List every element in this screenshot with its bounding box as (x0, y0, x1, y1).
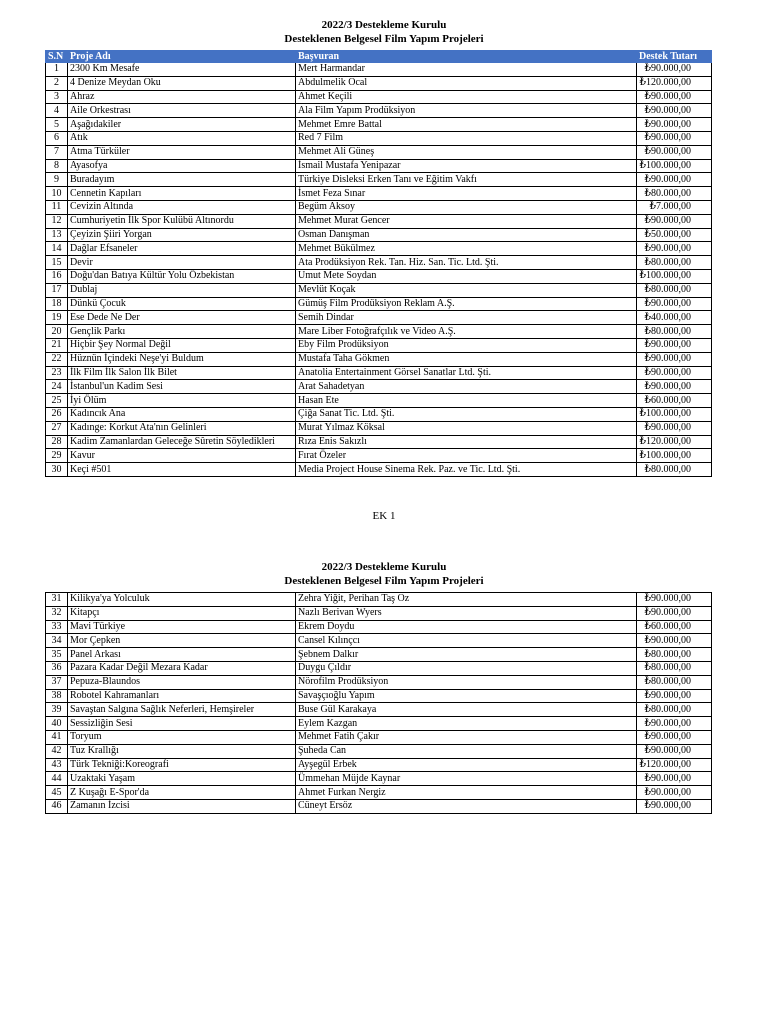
row-project: Cevizin Altında (68, 200, 296, 214)
row-amount: ₺7.000,00 (637, 200, 712, 214)
row-sn: 42 (46, 744, 68, 758)
annex-label: EK 1 (372, 510, 396, 522)
row-sn: 38 (46, 689, 68, 703)
header-amount: Destek Tutarı (637, 51, 712, 63)
row-applicant: Şuheda Can (296, 744, 637, 758)
row-sn: 32 (46, 606, 68, 620)
row-amount: ₺90.000,00 (637, 786, 712, 800)
row-project: Panel Arkası (68, 648, 296, 662)
row-project: İlk Film İlk Salon İlk Bilet (68, 366, 296, 380)
row-applicant: Gümüş Film Prodüksiyon Reklam A.Ş. (296, 297, 637, 311)
table-row (46, 242, 712, 256)
row-project: Mor Çepken (68, 634, 296, 648)
row-project: Pepuza-Blaundos (68, 675, 296, 689)
row-amount: ₺120.000,00 (637, 758, 712, 772)
row-amount: ₺40.000,00 (637, 311, 712, 325)
table-row (46, 435, 712, 449)
row-sn: 27 (46, 421, 68, 435)
table-row (46, 173, 712, 187)
row-project: Savaştan Salgına Sağlık Neferleri, Hemşireler (68, 703, 296, 717)
row-project: Z Kuşağı E-Spor'da (68, 786, 296, 800)
row-amount: ₺90.000,00 (637, 634, 712, 648)
row-amount: ₺100.000,00 (637, 269, 712, 283)
table-row (46, 118, 712, 132)
row-project: Mavi Türkiye (68, 620, 296, 634)
table-row (46, 256, 712, 270)
row-amount: ₺90.000,00 (637, 242, 712, 256)
row-project: Cennetin Kapıları (68, 187, 296, 201)
table-row (46, 449, 712, 463)
row-applicant: Buse Gül Karakaya (296, 703, 637, 717)
row-applicant: Rıza Enis Sakızlı (296, 435, 637, 449)
row-project: Atık (68, 131, 296, 145)
row-sn: 18 (46, 297, 68, 311)
table-row (46, 717, 712, 731)
row-sn: 28 (46, 435, 68, 449)
row-amount: ₺90.000,00 (637, 173, 712, 187)
row-sn: 35 (46, 648, 68, 662)
row-amount: ₺80.000,00 (637, 256, 712, 270)
row-applicant: Osman Danışman (296, 228, 637, 242)
row-applicant: Mehmet Emre Battal (296, 118, 637, 132)
row-sn: 26 (46, 407, 68, 421)
header-project: Proje Adı (68, 51, 296, 63)
row-amount: ₺60.000,00 (637, 394, 712, 408)
row-project: Toryum (68, 730, 296, 744)
row-amount: ₺80.000,00 (637, 648, 712, 662)
row-amount: ₺90.000,00 (637, 772, 712, 786)
table-row (46, 338, 712, 352)
row-amount: ₺90.000,00 (637, 352, 712, 366)
table-row (46, 648, 712, 662)
table-row (46, 744, 712, 758)
row-applicant: Mehmet Murat Gencer (296, 214, 637, 228)
row-applicant: Eby Film Prodüksiyon (296, 338, 637, 352)
row-applicant: Ümmehan Müjde Kaynar (296, 772, 637, 786)
row-project: Dublaj (68, 283, 296, 297)
row-applicant: Murat Yılmaz Köksal (296, 421, 637, 435)
row-sn: 40 (46, 717, 68, 731)
table-row (46, 145, 712, 159)
row-applicant: Savaşçıoğlu Yapım (296, 689, 637, 703)
table-row (46, 76, 712, 90)
row-applicant: Zehra Yiğit, Perihan Taş Oz (296, 593, 637, 607)
row-amount: ₺90.000,00 (637, 90, 712, 104)
table-row (46, 675, 712, 689)
row-sn: 4 (46, 104, 68, 118)
row-sn: 34 (46, 634, 68, 648)
row-amount: ₺90.000,00 (637, 63, 712, 77)
row-sn: 25 (46, 394, 68, 408)
row-project: İstanbul'un Kadim Sesi (68, 380, 296, 394)
row-applicant: Mehmet Fatih Çakır (296, 730, 637, 744)
row-project: Ahraz (68, 90, 296, 104)
row-applicant: Abdulmelik Ocal (296, 76, 637, 90)
row-sn: 23 (46, 366, 68, 380)
row-amount: ₺90.000,00 (637, 380, 712, 394)
row-applicant: Ahmet Keçili (296, 90, 637, 104)
row-project: Ese Dede Ne Der (68, 311, 296, 325)
row-applicant: Şebnem Dalkır (296, 648, 637, 662)
row-sn: 31 (46, 593, 68, 607)
row-project: 4 Denize Meydan Oku (68, 76, 296, 90)
row-project: 2300 Km Mesafe (68, 63, 296, 77)
row-project: Tuz Krallığı (68, 744, 296, 758)
row-sn: 8 (46, 159, 68, 173)
row-project: Dağlar Efsaneler (68, 242, 296, 256)
row-applicant: Media Project House Sinema Rek. Paz. ve Tic. Ltd. Şti. (296, 463, 637, 477)
row-sn: 16 (46, 269, 68, 283)
row-applicant: Cansel Kılınçcı (296, 634, 637, 648)
table-row (46, 799, 712, 813)
row-amount: ₺90.000,00 (637, 145, 712, 159)
row-applicant: Ayşegül Erbek (296, 758, 637, 772)
row-applicant: Fırat Özeler (296, 449, 637, 463)
row-sn: 39 (46, 703, 68, 717)
table-row (46, 366, 712, 380)
row-sn: 21 (46, 338, 68, 352)
row-project: Uzaktaki Yaşam (68, 772, 296, 786)
row-amount: ₺90.000,00 (637, 799, 712, 813)
row-sn: 12 (46, 214, 68, 228)
row-amount: ₺90.000,00 (637, 606, 712, 620)
table-row (46, 214, 712, 228)
row-project: Ayasofya (68, 159, 296, 173)
row-amount: ₺90.000,00 (637, 214, 712, 228)
row-project: Kavur (68, 449, 296, 463)
row-amount: ₺90.000,00 (637, 744, 712, 758)
row-project: Kilikya'ya Yolculuk (68, 593, 296, 607)
table-title-part2 (0, 560, 768, 588)
row-applicant: Nörofilm Prodüksiyon (296, 675, 637, 689)
table-row (46, 634, 712, 648)
row-sn: 11 (46, 200, 68, 214)
row-applicant: İsmail Mustafa Yenipazar (296, 159, 637, 173)
row-sn: 14 (46, 242, 68, 256)
row-applicant: Mehmet Ali Güneş (296, 145, 637, 159)
row-amount: ₺80.000,00 (637, 675, 712, 689)
row-sn: 17 (46, 283, 68, 297)
row-sn: 3 (46, 90, 68, 104)
row-applicant: Ahmet Furkan Nergiz (296, 786, 637, 800)
row-sn: 41 (46, 730, 68, 744)
row-project: Çeyizin Şiiri Yorgan (68, 228, 296, 242)
table-row (46, 297, 712, 311)
row-amount: ₺90.000,00 (637, 730, 712, 744)
projects-table-part2 (45, 592, 712, 814)
row-applicant: Begüm Aksoy (296, 200, 637, 214)
row-sn: 37 (46, 675, 68, 689)
row-sn: 44 (46, 772, 68, 786)
row-amount: ₺90.000,00 (637, 297, 712, 311)
row-sn: 15 (46, 256, 68, 270)
row-amount: ₺90.000,00 (637, 717, 712, 731)
row-amount: ₺90.000,00 (637, 421, 712, 435)
table-row (46, 606, 712, 620)
row-project: Atma Türküler (68, 145, 296, 159)
row-amount: ₺90.000,00 (637, 118, 712, 132)
row-sn: 7 (46, 145, 68, 159)
row-project: İyi Ölüm (68, 394, 296, 408)
table-row (46, 104, 712, 118)
table-row (46, 159, 712, 173)
row-project: Kadim Zamanlardan Geleceğe Sûretin Söyledikleri (68, 435, 296, 449)
row-project: Hüznün İçindeki Neşe'yi Buldum (68, 352, 296, 366)
header-applicant: Başvuran (296, 51, 637, 63)
table-row (46, 772, 712, 786)
row-project: Devir (68, 256, 296, 270)
table-row (46, 283, 712, 297)
row-project: Robotel Kahramanları (68, 689, 296, 703)
table-row (46, 352, 712, 366)
row-amount: ₺120.000,00 (637, 76, 712, 90)
table-row (46, 394, 712, 408)
table-row (46, 228, 712, 242)
row-sn: 10 (46, 187, 68, 201)
table-body-part2 (46, 593, 712, 814)
row-amount: ₺50.000,00 (637, 228, 712, 242)
projects-title: Desteklenen Belgesel Film Yapım Projeleri (284, 33, 484, 45)
row-applicant: Çiğa Sanat Tic. Ltd. Şti. (296, 407, 637, 421)
row-sn: 30 (46, 463, 68, 477)
row-project: Gençlik Parkı (68, 325, 296, 339)
row-sn: 2 (46, 76, 68, 90)
row-sn: 20 (46, 325, 68, 339)
table-row (46, 661, 712, 675)
row-applicant: İsmet Feza Sınar (296, 187, 637, 201)
row-amount: ₺60.000,00 (637, 620, 712, 634)
table-row (46, 703, 712, 717)
row-amount: ₺80.000,00 (637, 703, 712, 717)
projects-title: Desteklenen Belgesel Film Yapım Projeleri (284, 575, 484, 587)
row-applicant: Mevlüt Koçak (296, 283, 637, 297)
row-applicant: Cüneyt Ersöz (296, 799, 637, 813)
row-amount: ₺120.000,00 (637, 435, 712, 449)
table-row (46, 593, 712, 607)
row-sn: 45 (46, 786, 68, 800)
row-applicant: Semih Dindar (296, 311, 637, 325)
row-project: Sessizliğin Sesi (68, 717, 296, 731)
table-row (46, 187, 712, 201)
table-row (46, 311, 712, 325)
committee-title: 2022/3 Destekleme Kurulu (321, 561, 447, 573)
row-applicant: Red 7 Film (296, 131, 637, 145)
row-sn: 36 (46, 661, 68, 675)
row-applicant: Mehmet Bükülmez (296, 242, 637, 256)
table-row (46, 730, 712, 744)
row-amount: ₺80.000,00 (637, 463, 712, 477)
row-project: Aile Orkestrası (68, 104, 296, 118)
row-amount: ₺80.000,00 (637, 661, 712, 675)
row-project: Cumhuriyetin İlk Spor Kulübü Altınordu (68, 214, 296, 228)
row-project: Doğu'dan Batıya Kültür Yolu Özbekistan (68, 269, 296, 283)
table-row (46, 620, 712, 634)
row-amount: ₺90.000,00 (637, 366, 712, 380)
row-applicant: Mustafa Taha Gökmen (296, 352, 637, 366)
row-project: Kadınge: Korkut Ata'nın Gelinleri (68, 421, 296, 435)
row-sn: 29 (46, 449, 68, 463)
row-applicant: Hasan Ete (296, 394, 637, 408)
row-sn: 33 (46, 620, 68, 634)
row-sn: 6 (46, 131, 68, 145)
row-applicant: Arat Sahadetyan (296, 380, 637, 394)
row-sn: 22 (46, 352, 68, 366)
row-amount: ₺100.000,00 (637, 449, 712, 463)
projects-table-part1 (45, 50, 712, 477)
row-applicant: Mare Liber Fotoğrafçılık ve Video A.Ş. (296, 325, 637, 339)
row-project: Dünkü Çocuk (68, 297, 296, 311)
row-applicant: Türkiye Disleksi Erken Tanı ve Eğitim Vakfı (296, 173, 637, 187)
row-sn: 46 (46, 799, 68, 813)
row-project: Keçi #501 (68, 463, 296, 477)
row-project: Hiçbir Şey Normal Değil (68, 338, 296, 352)
row-amount: ₺90.000,00 (637, 104, 712, 118)
row-amount: ₺80.000,00 (637, 325, 712, 339)
table-row (46, 200, 712, 214)
row-applicant: Nazlı Berivan Wyers (296, 606, 637, 620)
row-project: Aşağıdakiler (68, 118, 296, 132)
row-applicant: Ata Prodüksiyon Rek. Tan. Hiz. San. Tic. Ltd. Şti. (296, 256, 637, 270)
row-sn: 13 (46, 228, 68, 242)
row-project: Pazara Kadar Değil Mezara Kadar (68, 661, 296, 675)
row-amount: ₺100.000,00 (637, 159, 712, 173)
table-row (46, 90, 712, 104)
table-row (46, 380, 712, 394)
row-project: Kadıncık Ana (68, 407, 296, 421)
row-project: Buradayım (68, 173, 296, 187)
header-sn: S.N (46, 51, 68, 63)
table-row (46, 689, 712, 703)
row-amount: ₺90.000,00 (637, 131, 712, 145)
row-amount: ₺80.000,00 (637, 283, 712, 297)
row-applicant: Ekrem Doydu (296, 620, 637, 634)
row-amount: ₺90.000,00 (637, 338, 712, 352)
row-applicant: Umut Mete Soydan (296, 269, 637, 283)
row-amount: ₺90.000,00 (637, 689, 712, 703)
table-row (46, 421, 712, 435)
table-row (46, 63, 712, 77)
table-row (46, 325, 712, 339)
table-row (46, 758, 712, 772)
row-sn: 5 (46, 118, 68, 132)
table-header-row (46, 51, 712, 63)
row-applicant: Mert Harmandar (296, 63, 637, 77)
table-row (46, 269, 712, 283)
committee-title: 2022/3 Destekleme Kurulu (321, 19, 447, 31)
row-applicant: Ala Film Yapım Prodüksiyon (296, 104, 637, 118)
row-amount: ₺90.000,00 (637, 593, 712, 607)
row-sn: 1 (46, 63, 68, 77)
table-row (46, 407, 712, 421)
row-sn: 24 (46, 380, 68, 394)
table-row (46, 131, 712, 145)
row-applicant: Duygu Çıldır (296, 661, 637, 675)
row-sn: 19 (46, 311, 68, 325)
table-title-part1 (0, 18, 768, 46)
row-amount: ₺80.000,00 (637, 187, 712, 201)
row-project: Türk Tekniği:Koreografi (68, 758, 296, 772)
row-amount: ₺100.000,00 (637, 407, 712, 421)
table-body-part1 (46, 63, 712, 477)
table-row (46, 463, 712, 477)
row-sn: 9 (46, 173, 68, 187)
row-applicant: Eylem Kazgan (296, 717, 637, 731)
row-project: Kitapçı (68, 606, 296, 620)
row-sn: 43 (46, 758, 68, 772)
row-project: Zamanın İzcisi (68, 799, 296, 813)
table-row (46, 786, 712, 800)
row-applicant: Anatolia Entertainment Görsel Sanatlar Ltd. Şti. (296, 366, 637, 380)
